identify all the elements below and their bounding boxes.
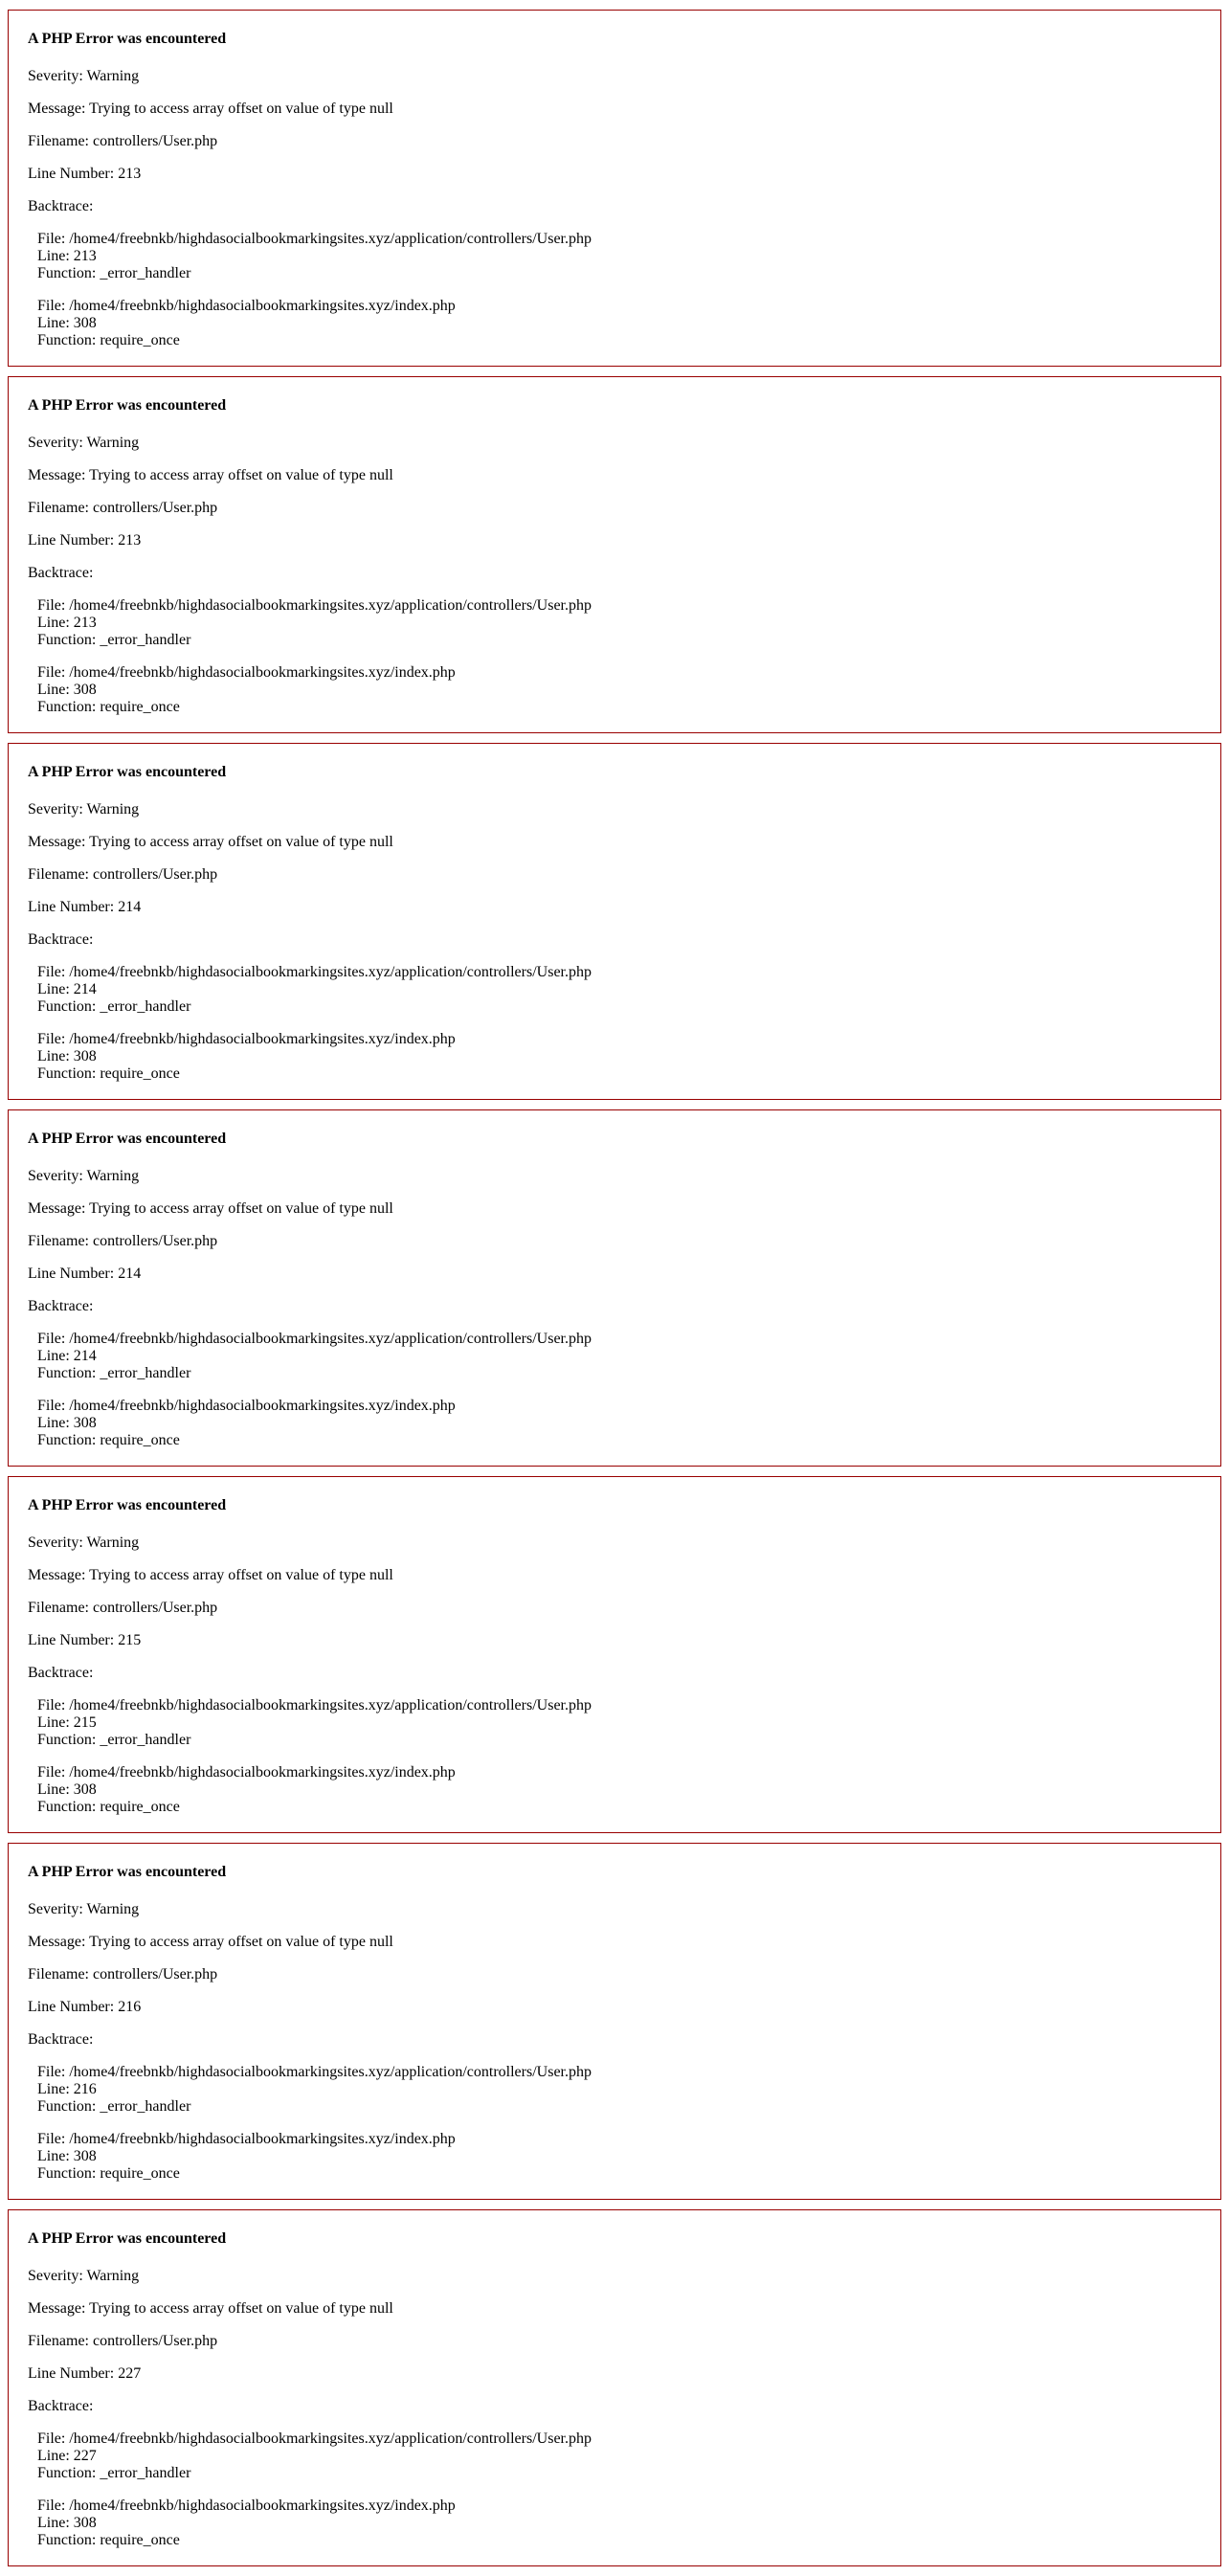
php-error-box [8, 743, 1221, 1100]
error-filename: Filename: controllers/User.php [28, 1233, 218, 1249]
frame-file: File: /home4/freebnkb/highdasocialbookmarkingsites.xyz/index.php [37, 1764, 456, 1781]
error-severity: Severity: Warning [28, 1901, 140, 1917]
error-severity: Severity: Warning [28, 1168, 140, 1184]
php-error-box [8, 1109, 1221, 1467]
frame-line: Line: 308 [37, 1048, 97, 1064]
error-line-number: Line Number: 216 [28, 1999, 142, 2015]
frame-file: File: /home4/freebnkb/highdasocialbookmarkingsites.xyz/application/controllers/User.php [37, 1697, 592, 1714]
frame-file: File: /home4/freebnkb/highdasocialbookmarkingsites.xyz/application/controllers/User.php [37, 2064, 592, 2080]
error-filename: Filename: controllers/User.php [28, 133, 218, 149]
backtrace-frame [37, 964, 1220, 1016]
frame-line: Line: 308 [37, 315, 97, 331]
error-message: Message: Trying to access array offset on value of type null [28, 2300, 393, 2317]
error-message: Message: Trying to access array offset on value of type null [28, 834, 393, 850]
backtrace-heading: Backtrace: [28, 1298, 94, 1314]
error-severity: Severity: Warning [28, 68, 140, 84]
php-error-box [8, 1476, 1221, 1833]
frame-function: Function: _error_handler [37, 998, 191, 1015]
backtrace-frame [37, 2131, 1220, 2183]
error-title: A PHP Error was encountered [28, 1131, 227, 1147]
backtrace-heading: Backtrace: [28, 2398, 94, 2414]
error-line-number: Line Number: 215 [28, 1632, 142, 1648]
frame-function: Function: _error_handler [37, 265, 191, 281]
backtrace-heading: Backtrace: [28, 931, 94, 948]
error-message: Message: Trying to access array offset on value of type null [28, 101, 393, 117]
error-title: A PHP Error was encountered [28, 31, 227, 47]
error-title: A PHP Error was encountered [28, 1864, 227, 1880]
error-message: Message: Trying to access array offset on value of type null [28, 1200, 393, 1217]
frame-file: File: /home4/freebnkb/highdasocialbookmarkingsites.xyz/index.php [37, 298, 456, 314]
error-severity: Severity: Warning [28, 2268, 140, 2284]
frame-file: File: /home4/freebnkb/highdasocialbookmarkingsites.xyz/index.php [37, 1398, 456, 1414]
backtrace-list [28, 231, 1220, 349]
backtrace-heading: Backtrace: [28, 565, 94, 581]
frame-line: Line: 216 [37, 2081, 97, 2097]
error-message: Message: Trying to access array offset on value of type null [28, 1934, 393, 1950]
error-line-number: Line Number: 213 [28, 532, 142, 549]
frame-file: File: /home4/freebnkb/highdasocialbookmarkingsites.xyz/application/controllers/User.php [37, 1331, 592, 1347]
backtrace-frame [37, 231, 1220, 282]
frame-line: Line: 214 [37, 981, 97, 997]
frame-file: File: /home4/freebnkb/highdasocialbookmarkingsites.xyz/application/controllers/User.php [37, 597, 592, 614]
error-list [8, 10, 1221, 2576]
frame-line: Line: 308 [37, 2515, 97, 2531]
php-error-box [8, 376, 1221, 733]
frame-line: Line: 214 [37, 1348, 97, 1364]
frame-file: File: /home4/freebnkb/highdasocialbookmarkingsites.xyz/application/controllers/User.php [37, 2430, 592, 2447]
backtrace-frame [37, 298, 1220, 349]
frame-line: Line: 308 [37, 1415, 97, 1431]
backtrace-frame [37, 2498, 1220, 2549]
backtrace-list [28, 2430, 1220, 2549]
error-line-number: Line Number: 214 [28, 1266, 142, 1282]
error-filename: Filename: controllers/User.php [28, 1600, 218, 1616]
frame-file: File: /home4/freebnkb/highdasocialbookmarkingsites.xyz/index.php [37, 1031, 456, 1047]
frame-function: Function: require_once [37, 699, 180, 715]
frame-function: Function: require_once [37, 1432, 180, 1448]
backtrace-heading: Backtrace: [28, 1665, 94, 1681]
error-message: Message: Trying to access array offset on value of type null [28, 1567, 393, 1583]
php-error-box [8, 10, 1221, 367]
backtrace-heading: Backtrace: [28, 198, 94, 214]
frame-file: File: /home4/freebnkb/highdasocialbookmarkingsites.xyz/application/controllers/User.php [37, 231, 592, 247]
backtrace-list [28, 597, 1220, 716]
error-message: Message: Trying to access array offset on value of type null [28, 467, 393, 483]
error-severity: Severity: Warning [28, 435, 140, 451]
frame-file: File: /home4/freebnkb/highdasocialbookmarkingsites.xyz/index.php [37, 2498, 456, 2514]
backtrace-list [28, 1331, 1220, 1449]
error-title: A PHP Error was encountered [28, 1497, 227, 1513]
frame-file: File: /home4/freebnkb/highdasocialbookmarkingsites.xyz/application/controllers/User.php [37, 964, 592, 980]
backtrace-frame [37, 1331, 1220, 1382]
frame-file: File: /home4/freebnkb/highdasocialbookmarkingsites.xyz/index.php [37, 664, 456, 681]
php-error-box [8, 1843, 1221, 2200]
backtrace-frame [37, 1697, 1220, 1749]
backtrace-frame [37, 1031, 1220, 1083]
error-line-number: Line Number: 213 [28, 166, 142, 182]
backtrace-frame [37, 2430, 1220, 2482]
frame-function: Function: _error_handler [37, 1732, 191, 1748]
frame-line: Line: 213 [37, 615, 97, 631]
backtrace-heading: Backtrace: [28, 2031, 94, 2048]
frame-line: Line: 215 [37, 1714, 97, 1731]
error-filename: Filename: controllers/User.php [28, 866, 218, 883]
frame-function: Function: _error_handler [37, 632, 191, 648]
error-filename: Filename: controllers/User.php [28, 2333, 218, 2349]
backtrace-frame [37, 597, 1220, 649]
error-severity: Severity: Warning [28, 1534, 140, 1551]
php-error-box [8, 2209, 1221, 2566]
backtrace-frame [37, 2064, 1220, 2116]
frame-function: Function: _error_handler [37, 1365, 191, 1381]
frame-line: Line: 308 [37, 1781, 97, 1798]
error-title: A PHP Error was encountered [28, 397, 227, 414]
frame-file: File: /home4/freebnkb/highdasocialbookmarkingsites.xyz/index.php [37, 2131, 456, 2147]
backtrace-frame [37, 1398, 1220, 1449]
frame-function: Function: _error_handler [37, 2465, 191, 2481]
error-title: A PHP Error was encountered [28, 2230, 227, 2247]
frame-line: Line: 213 [37, 248, 97, 264]
error-filename: Filename: controllers/User.php [28, 500, 218, 516]
error-line-number: Line Number: 214 [28, 899, 142, 915]
error-title: A PHP Error was encountered [28, 764, 227, 780]
backtrace-list [28, 964, 1220, 1083]
frame-function: Function: _error_handler [37, 2098, 191, 2115]
error-filename: Filename: controllers/User.php [28, 1966, 218, 1982]
backtrace-list [28, 1697, 1220, 1816]
frame-function: Function: require_once [37, 332, 180, 348]
frame-line: Line: 227 [37, 2448, 97, 2464]
error-line-number: Line Number: 227 [28, 2365, 142, 2382]
frame-line: Line: 308 [37, 2148, 97, 2164]
frame-function: Function: require_once [37, 2165, 180, 2182]
backtrace-list [28, 2064, 1220, 2183]
error-severity: Severity: Warning [28, 801, 140, 818]
frame-function: Function: require_once [37, 1799, 180, 1815]
backtrace-frame [37, 1764, 1220, 1816]
frame-line: Line: 308 [37, 682, 97, 698]
backtrace-frame [37, 664, 1220, 716]
frame-function: Function: require_once [37, 1065, 180, 1082]
frame-function: Function: require_once [37, 2532, 180, 2548]
